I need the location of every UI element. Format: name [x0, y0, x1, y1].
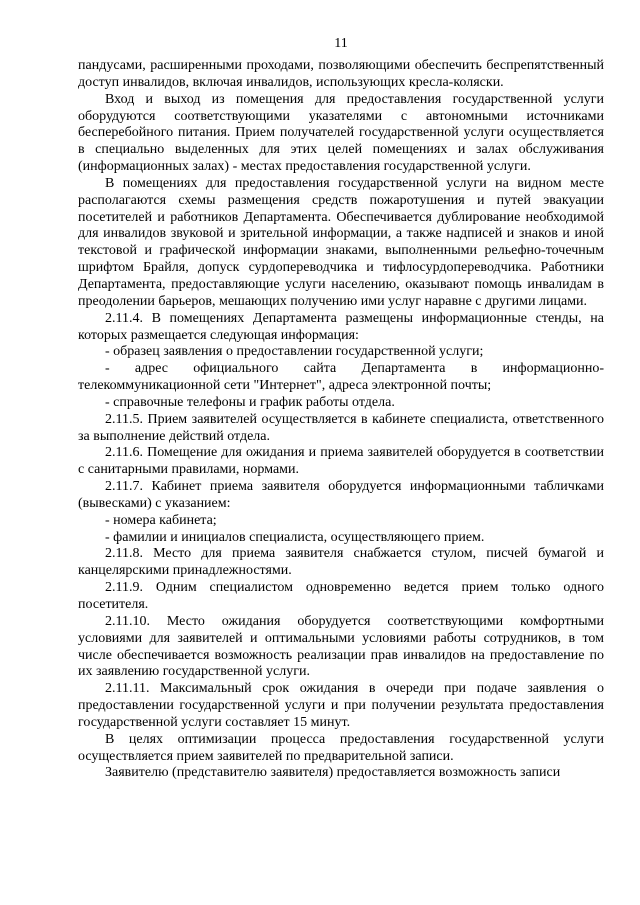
- paragraph: - справочные телефоны и график работы отдела.: [105, 394, 395, 410]
- paragraph: В целях оптимизации процесса предоставления государственной услуги осуществляется прием заявителей по предварительной записи.: [78, 731, 604, 764]
- paragraph: 2.11.8. Место для приема заявителя снабжается стулом, писчей бумагой и канцелярскими принадлежностями.: [78, 546, 604, 579]
- paragraph: - образец заявления о предоставлении государственной услуги;: [105, 344, 484, 360]
- paragraph: Заявителю (представителю заявителя) предоставляется возможность записи: [105, 765, 561, 781]
- paragraph: - фамилии и инициалов специалиста, осуществляющего прием.: [105, 529, 485, 545]
- paragraph: - адрес официального сайта Департамента в информационно-телекоммуникационной сети "Интернет", адреса электронной почты;: [78, 361, 604, 394]
- page-number: 11: [334, 36, 348, 51]
- paragraph: 2.11.11. Максимальный срок ожидания в очереди при подаче заявления о предоставлении государственной услуги и при получении результата предоставления государственной услуги составляет 15 минут.: [78, 681, 604, 730]
- paragraph: В помещениях для предоставления государственной услуги на видном месте располагаются схемы размещения средств пожаротушения и путей эвакуации посетителей и работников Департамента. Обеспечивается дублирование необходимой для инвалидов звуковой и зрительной информации, а также надписей и знаков и иной текстовой и графической информации знаками, выполненными рельефно-точечным шрифтом Брайля, допуск сурдопереводчика и тифлосурдопереводчика. Работники Департамента, предоставляющие услуги населению, оказывают помощь инвалидам в преодолении барьеров, мешающих получению ими услуг наравне с другими лицами.: [78, 175, 604, 309]
- document-body: [78, 58, 604, 782]
- paragraph: пандусами, расширенными проходами, позволяющими обеспечить беспрепятственный доступ инвалидов, включая инвалидов, использующих кресла-коляски.: [78, 58, 604, 90]
- paragraph: 2.11.5. Прием заявителей осуществляется в кабинете специалиста, ответственного за выполнение действий отдела.: [78, 411, 604, 444]
- paragraph: Вход и выход из помещения для предоставления государственной услуги оборудуются соответствующими указателями с автономными источниками бесперебойного питания. Прием получателей государственной услуги осуществляется в специально выделенных для этих целей помещениях и залах обслуживания (информационных залах) - местах предоставления государственной услуги.: [78, 91, 604, 175]
- paragraph: 2.11.7. Кабинет приема заявителя оборудуется информационными табличками (вывесками) с указанием:: [78, 479, 604, 511]
- paragraph: 2.11.4. В помещениях Департамента размещены информационные стенды, на которых размещается следующая информация:: [78, 310, 604, 343]
- paragraph: 2.11.10. Место ожидания оборудуется соответствующими комфортными условиями для заявителей и оптимальными условиями работы сотрудников, в том числе обеспечивается возможность реализации прав инвалидов на предоставление по их заявлению государственной услуги.: [78, 613, 604, 680]
- paragraph: 2.11.9. Одним специалистом одновременно ведется прием только одного посетителя.: [78, 580, 604, 612]
- paragraph: - номера кабинета;: [105, 512, 217, 528]
- paragraph: 2.11.6. Помещение для ожидания и приема заявителей оборудуется в соответствии с санитарными правилами, нормами.: [78, 445, 604, 478]
